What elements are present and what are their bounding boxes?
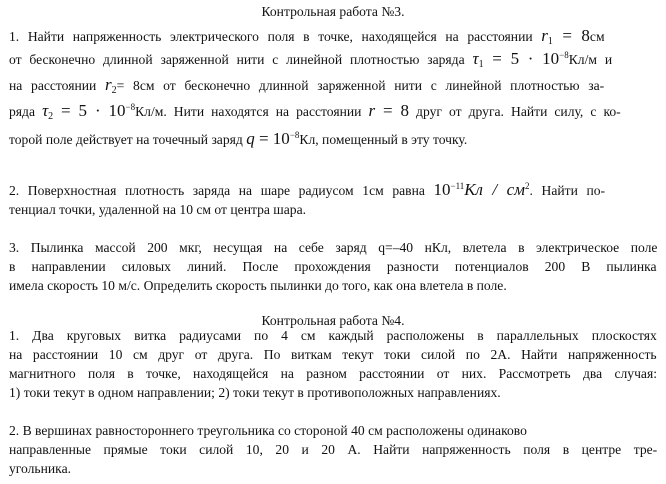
w3-p1-line-1: 1. Найти напряженность электрического поля в точке, находящейся на расстоянии $r_1 = 8см$ xyxy=(9,26,605,47)
w4-p2-line-1: 2. В вершинах равностороннего треугольника со стороной 40 см расположены одинаково xyxy=(9,423,527,438)
w4-p2-line-3: угольника. xyxy=(9,461,72,476)
w3-p1-line-3: на расстоянии $r_2= 8см$ от бесконечно длинной заряженной нити с линейной плотностью за- xyxy=(9,75,605,96)
w4-p1-line-3: магнитного поля в точке, находящейся на разном расстоянии от них. Рассмотреть два случая: xyxy=(9,366,657,381)
w3-p1-line-4: ряда $\tau_2 = 5 \cdot 10^{-8}Кл/м$. Нити находятся на расстоянии r = 8 друг от друга. Найти силу, с ко- xyxy=(9,101,621,122)
w3-p1-line-2: от бесконечно длинной заряженной нити с линейной плотностью заряда $\tau_1 = 5 \cdot 10^{-8}Кл/м$ и xyxy=(9,49,613,70)
w3-p2-line-1: 2. Поверхностная плотность заряда на шаре радиусом 1см равна $10^{-11}Кл / см^2$. Найти по- xyxy=(9,180,606,199)
w3-p3-line-3: имела скорость 10 м/с. Определить скорость пылинки до того, как она влетела в поле. xyxy=(9,278,507,293)
work4-title: Контрольная работа №4. xyxy=(261,313,405,328)
w3-p2-line-2: тенциал точки, удаленной на 10 см от центра шара. xyxy=(9,202,307,217)
w4-p2-line-2: направленные прямые токи силой 10, 20 и 20 А. Найти напряженность поля в центре тре- xyxy=(9,442,658,457)
w4-p1-line-2: на расстоянии 10 см друг от друга. По виткам текут токи силой по 2А. Найти напряженность xyxy=(9,347,657,362)
w3-p1-line-5: торой поле действует на точечный заряд $q = 10^{-8}Кл$, помещенный в эту точку. xyxy=(9,129,468,148)
work3-title: Контрольная работа №3. xyxy=(261,4,405,19)
w3-p3-line-2: в направлении силовых линий. После прохождения разности потенциалов 200 В пылинка xyxy=(9,259,657,274)
w4-p1-line-1: 1. Два круговых витка радиусами по 4 см каждый расположены в параллельных плоскостях xyxy=(9,328,657,343)
w4-p1-line-4: 1) токи текут в одном направлении; 2) токи текут в противоположных направлениях. xyxy=(9,385,501,400)
w3-p3-line-1: 3. Пылинка массой 200 мкг, несущая на себе заряд q=–40 нКл, влетела в электрическое поле xyxy=(9,240,658,255)
